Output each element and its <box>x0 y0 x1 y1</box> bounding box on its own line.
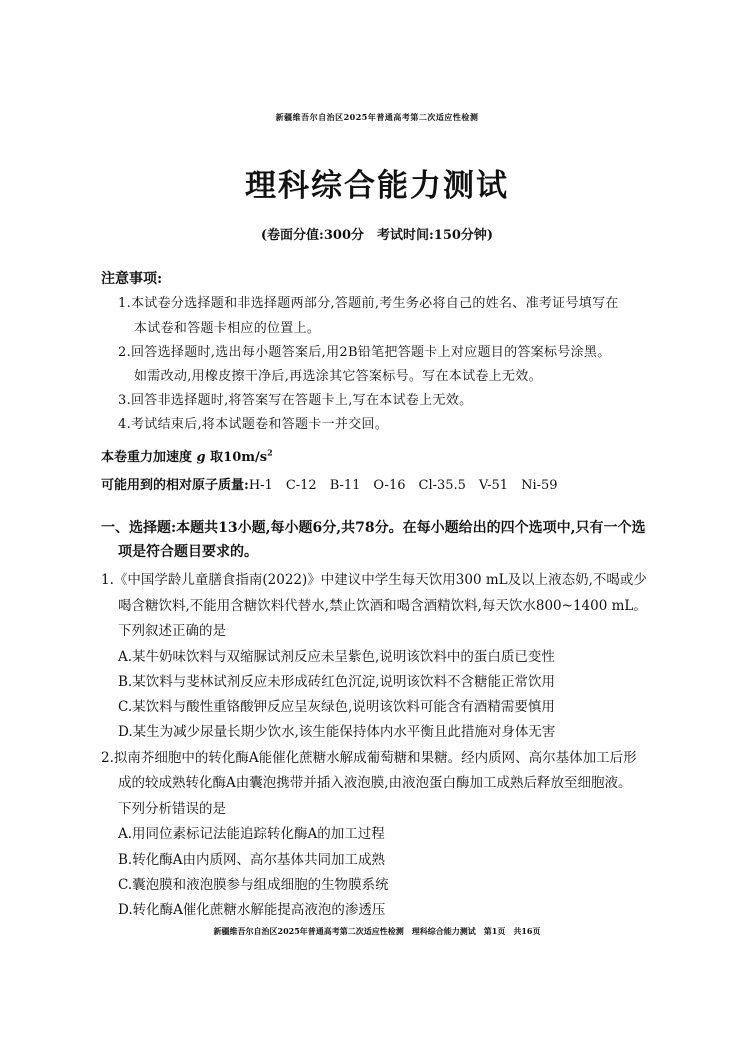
gravity-exponent: 2 <box>267 447 273 458</box>
notice-line: 如需改动,用橡皮擦干净后,再选涂其它答案标号。写在本试卷上无效。 <box>134 369 542 384</box>
gravity-note <box>101 446 273 465</box>
notice-line: 2.回答选择题时,选出每小题答案后,用2B铅笔把答题卡上对应题目的答案标号涂黑。 <box>118 345 611 360</box>
exam-subtitle: 理科综合能力测试 <box>245 168 509 204</box>
atomic-mass-values: H-1 C-12 B-11 O-16 Cl-35.5 V-51 Ni-59 <box>248 478 558 493</box>
section-heading: 一、选择题:本题共13小题,每小题6分,共78分。在每小题给出的四个选项中,只有一个选 <box>101 520 646 536</box>
question-1-line: 下列叙述正确的是 <box>118 623 226 639</box>
gravity-value: 取10m/s <box>210 450 268 465</box>
question-1-option-a: A.某牛奶味饮料与双缩脲试剂反应未呈紫色,说明该饮料中的蛋白质已变性 <box>118 649 555 665</box>
question-2-option-b: B.转化酶A由内质网、高尔基体共同加工成熟 <box>118 852 385 868</box>
question-1-option-c: C.某饮料与酸性重铬酸钾反应呈灰绿色,说明该饮料可能含有酒精需要慎用 <box>118 699 555 715</box>
notice-line: 1.本试卷分选择题和非选择题两部分,答题前,考生务必将自己的姓名、准考证号填写在 <box>118 296 619 311</box>
atomic-mass-line <box>101 474 558 493</box>
notice-heading: 注意事项: <box>101 271 163 287</box>
question-2-line: 下列分析错误的是 <box>118 801 226 817</box>
gravity-prefix: 本卷重力加速度 <box>101 450 193 465</box>
question-1-option-b: B.某饮料与斐林试剂反应未形成砖红色沉淀,说明该饮料不含糖能正常饮用 <box>118 674 556 690</box>
exam-meta: (卷面分值:300分 考试时间:150分钟) <box>260 228 494 243</box>
section-heading-cont: 项是符合题目要求的。 <box>118 544 258 560</box>
gravity-symbol: g <box>196 450 206 465</box>
exam-title: 新疆维吾尔自治区2025年普通高考第二次适应性检测 <box>275 112 479 122</box>
notice-line: 3.回答非选择题时,将答案写在答题卡上,写在本试卷上无效。 <box>118 393 473 408</box>
question-1-option-d: D.某生为减少尿量长期少饮水,该生能保持体内水平衡且此措施对身体无害 <box>118 724 556 740</box>
question-2-line: 2.拟南芥细胞中的转化酶A能催化蔗糖水解成葡萄糖和果糖。经内质网、高尔基体加工后形 <box>101 750 637 766</box>
atomic-mass-label: 可能用到的相对原子质量: <box>101 478 249 493</box>
question-2-line: 成的较成熟转化酶A由囊泡携带并插入液泡膜,由液泡蛋白酶加工成熟后释放至细胞液。 <box>118 775 632 791</box>
question-2-option-a: A.用同位素标记法能追踪转化酶A的加工过程 <box>118 826 385 842</box>
page-footer: 新疆维吾尔自治区2025年普通高考第二次适应性检测 理科综合能力测试 第1页 共16页 <box>213 926 541 936</box>
notice-line: 4.考试结束后,将本试题卷和答题卡一并交回。 <box>118 417 389 432</box>
notice-line: 本试卷和答题卡相应的位置上。 <box>134 321 321 336</box>
question-2-option-d: D.转化酶A催化蔗糖水解能提高液泡的渗透压 <box>118 902 386 918</box>
question-1-line: 喝含糖饮料,不能用含糖饮料代替水,禁止饮酒和喝含酒精饮料,每天饮水800~1400 mL。 <box>118 598 647 614</box>
question-2-option-c: C.囊泡膜和液泡膜参与组成细胞的生物膜系统 <box>118 877 389 893</box>
question-1-line: 1.《中国学龄儿童膳食指南(2022)》中建议中学生每天饮用300 mL及以上液态奶,不喝或少 <box>101 572 647 588</box>
